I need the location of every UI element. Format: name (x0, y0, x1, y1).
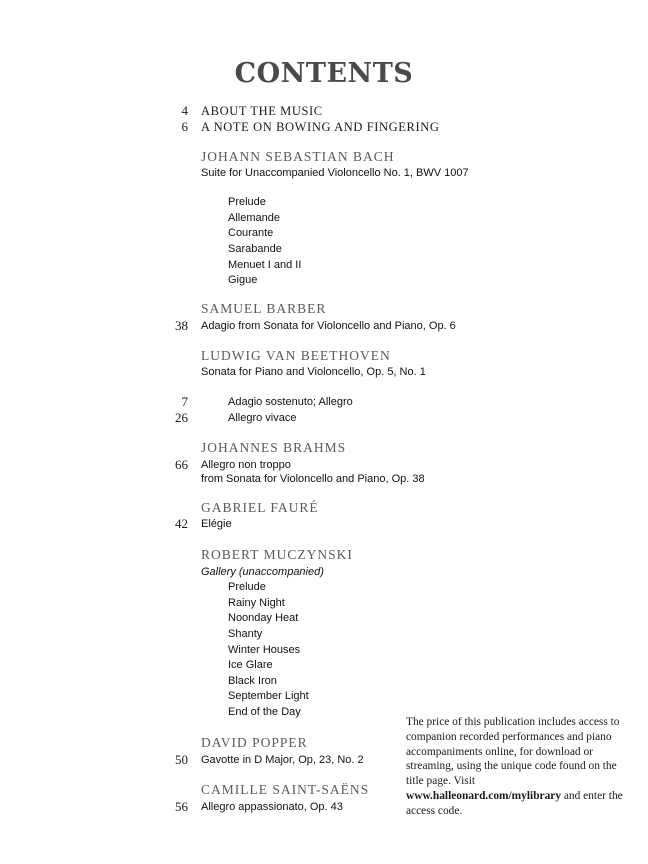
page-number: 42 (175, 516, 188, 531)
movement-label: End of the Day (228, 706, 301, 718)
movement-label: Shanty (228, 628, 263, 640)
movement-label: Rainy Night (228, 597, 285, 609)
movement-label: Allemande (228, 212, 280, 224)
movement-label: Winter Houses (228, 644, 301, 656)
composer-heading-beethoven: LUDWIG VAN BEETHOVEN (201, 348, 391, 363)
composer-heading-bach: JOHANN SEBASTIAN BACH (201, 149, 395, 164)
page-number: 50 (175, 752, 188, 767)
movement-label: Adagio sostenuto; Allegro (228, 396, 353, 408)
work-sublabel: from Sonata for Violoncello and Piano, Op. 38 (201, 473, 425, 485)
work-label: Elégie (201, 518, 232, 530)
movement-label: September Light (228, 690, 309, 702)
work-label: Allegro non troppo (201, 459, 291, 471)
movement-label: Black Iron (228, 675, 277, 687)
note-text-after: and enter the access code. (406, 789, 623, 817)
page-number: 38 (175, 318, 188, 333)
work-label: Allegro appassionato, Op. 43 (201, 801, 343, 813)
work-label: Gavotte in D Major, Op, 23, No. 2 (201, 754, 364, 766)
page-title: CONTENTS (234, 58, 414, 89)
composer-heading-faure: GABRIEL FAURÉ (201, 500, 319, 515)
composer-heading-saint-saens: CAMILLE SAINT-SAËNS (201, 782, 370, 797)
library-link[interactable]: www.halleonard.com/mylibrary (406, 789, 562, 802)
movement-label: Noonday Heat (228, 612, 299, 624)
movement-label: Sarabande (228, 243, 282, 255)
page-number: 26 (175, 410, 188, 425)
page-number: 7 (181, 394, 188, 409)
composer-heading-brahms: JOHANNES BRAHMS (201, 440, 347, 455)
movement-label: Courante (228, 227, 274, 239)
movement-label: Gigue (228, 274, 258, 286)
work-label: Adagio from Sonata for Violoncello and Piano, Op. 6 (201, 320, 456, 332)
movement-label: Ice Glare (228, 659, 273, 671)
work-label: Gallery (unaccompanied) (201, 566, 324, 578)
composer-heading-barber: SAMUEL BARBER (201, 301, 327, 316)
entry-label: A NOTE ON BOWING AND FINGERING (201, 120, 440, 134)
page-number: 4 (181, 103, 188, 118)
movement-label: Allegro vivace (228, 412, 297, 424)
movement-label: Prelude (228, 581, 266, 593)
work-label: Sonata for Piano and Violoncello, Op. 5, No. 1 (201, 366, 426, 378)
note-text-before: The price of this publication includes access to companion recorded performances and piano accompaniments online, for download or streaming, using the unique code found on the title page. Visit (406, 716, 620, 788)
online-access-note (406, 715, 626, 819)
composer-heading-popper: DAVID POPPER (201, 735, 308, 750)
composer-heading-muczynski: ROBERT MUCZYNSKI (201, 547, 353, 562)
movement-label: Prelude (228, 196, 266, 208)
entry-label: ABOUT THE MUSIC (201, 104, 323, 118)
page-number: 6 (181, 119, 188, 134)
work-label: Suite for Unaccompanied Violoncello No. 1, BWV 1007 (201, 167, 469, 179)
movement-label: Menuet I and II (228, 259, 302, 271)
page-number: 66 (175, 457, 188, 472)
page-number: 56 (175, 799, 188, 814)
